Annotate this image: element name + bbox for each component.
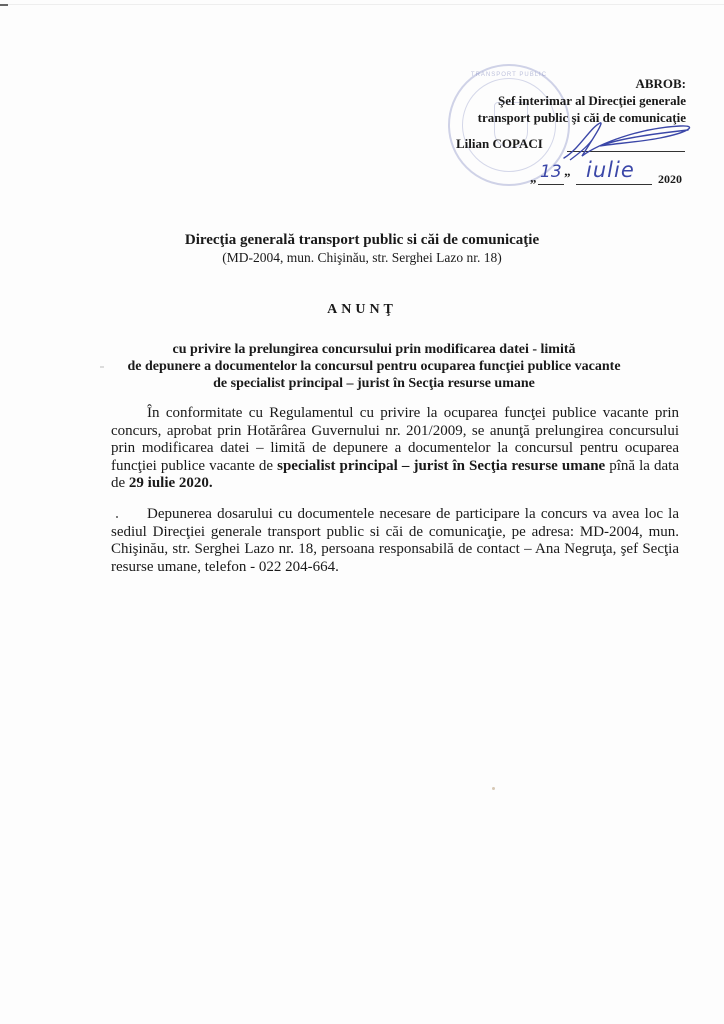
paragraph1-deadline-bold: 29 iulie 2020. xyxy=(128,475,213,492)
date-day-line xyxy=(538,184,564,185)
date-year: 2020 xyxy=(658,172,682,186)
organization-address: (MD-2004, mun. Chişinău, str. Serghei Lazo nr. 18) xyxy=(222,250,502,265)
organization-title: Direcţia generală transport public si căi de comunicaţie xyxy=(184,232,540,248)
scan-mark xyxy=(0,4,8,6)
subject-line: de depunere a documentelor la concursul pentru ocuparea funcţiei publice vacante xyxy=(127,359,621,374)
announcement-subject xyxy=(60,341,688,392)
signatory-name: Lilian COPACI xyxy=(456,136,543,151)
approval-position-line2: transport public şi căi de comunicaţie xyxy=(477,110,686,125)
date-close-quote: ” xyxy=(564,170,571,185)
paragraph1-text-part1: În conformitate cu Regulamentul cu privire la ocuparea funcţei publice vacante prin concurs, aprobat prin Hotărârea Guvernului nr. 201/2009, se anunţă prelungirea concursului prin modificarea datei – limită de depunere a documentelor la concursul pentru ocuparea funcţiei publice vacante de xyxy=(111,405,679,474)
scan-edge xyxy=(0,4,724,5)
stamp-text: TRANSPORT PUBLIC xyxy=(470,72,548,78)
body-paragraph-1 xyxy=(111,405,679,493)
signature-stroke xyxy=(564,123,690,158)
approval-position-line1: Şef interimar al Direcţiei generale xyxy=(498,93,686,108)
paragraph1-position-bold: specialist principal – jurist în Secţia resurse umane xyxy=(277,457,606,474)
approval-date xyxy=(530,158,690,188)
date-month-line xyxy=(576,184,652,185)
approval-heading: ABROB: xyxy=(635,76,686,91)
announcement-title: ANUNŢ xyxy=(327,302,397,317)
handwritten-signature xyxy=(560,118,700,163)
scan-speck xyxy=(492,787,495,790)
date-day-handwritten: 13 xyxy=(540,162,562,182)
subject-line: de specialist principal – jurist în Secţia resurse umane xyxy=(213,376,535,391)
paragraph1-text-part2: pînă la data de xyxy=(111,457,679,492)
margin-mark xyxy=(100,366,104,368)
date-open-quote: „ xyxy=(530,170,537,185)
body-paragraph-2: Depunerea dosarului cu documentele necesare de participare la concurs va avea loc la sediul Direcţiei generale transport public si căi de comunicaţie, pe adresa: MD-2004, mun. Chişinău, str. Serghei Lazo nr. 18, persoana responsabilă de contact – Ana Negruţa, şef Secţia resurse umane, telefon - 022 204-664. xyxy=(111,506,679,575)
date-month-handwritten: iulie xyxy=(586,158,635,182)
subject-line: cu privire la prelungirea concursului prin modificarea datei - limită xyxy=(172,342,576,357)
